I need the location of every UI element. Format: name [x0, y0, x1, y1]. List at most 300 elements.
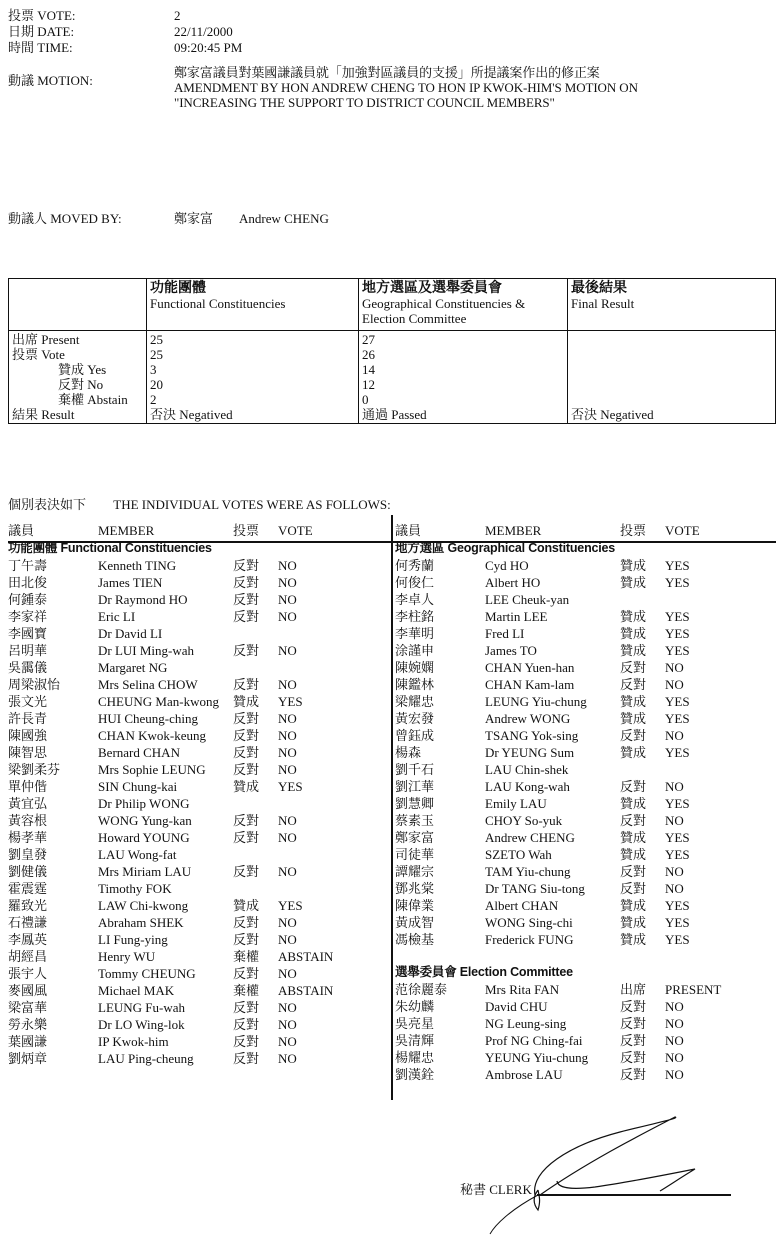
- vote-cn: 反對: [620, 1050, 647, 1065]
- functional-member-row: [8, 914, 391, 931]
- member-name-en: LEE Cheuk-yan: [485, 592, 570, 607]
- member-name-cn: 陳婉嫻: [395, 660, 435, 675]
- election-member-row: [395, 1015, 775, 1032]
- geographical-member-row: [395, 795, 775, 812]
- vote-cn: 贊成: [620, 796, 647, 811]
- member-name-en: LAU Chin-shek: [485, 762, 569, 777]
- member-name-en: TAM Yiu-chung: [485, 864, 571, 879]
- vote-cn: [233, 880, 278, 897]
- vote-cn: 反對: [233, 762, 260, 777]
- geographical-yes: 14: [362, 362, 375, 377]
- geographical-member-row: [395, 914, 775, 931]
- member-name-cn: 陳鑑林: [395, 677, 435, 692]
- member-name-en: James TIEN: [98, 575, 163, 590]
- vote-en: NO: [665, 864, 684, 879]
- member-name-cn: 吳靄儀: [8, 660, 48, 675]
- member-name-en: Ambrose LAU: [485, 1067, 563, 1082]
- member-name-en: Timothy FOK: [98, 881, 172, 896]
- summary-body-row: [9, 331, 776, 424]
- member-name-cn: 田北俊: [8, 575, 48, 590]
- functional-member-row: [8, 795, 391, 812]
- vote-cn: 反對: [233, 728, 260, 743]
- geographical-present: 27: [362, 332, 375, 347]
- header-vote-cn: 投票: [233, 523, 260, 538]
- geographical-member-row: [395, 608, 775, 625]
- individual-votes-intro: [8, 497, 391, 512]
- member-name-cn: 石禮謙: [8, 915, 48, 930]
- election-member-row: [395, 1066, 775, 1083]
- functional-member-row: [8, 557, 391, 574]
- label-yes: 贊成 Yes: [58, 362, 107, 377]
- vote-en: NO: [278, 830, 297, 845]
- vote-cn: 反對: [233, 609, 260, 624]
- label-result: 結果 Result: [12, 407, 75, 422]
- label-no: 反對 No: [58, 377, 104, 392]
- member-name-en: Andrew CHENG: [485, 830, 575, 845]
- member-name-cn: 陳偉業: [395, 898, 435, 913]
- functional-member-row: [8, 829, 391, 846]
- functional-member-row: [8, 999, 391, 1016]
- column-headers: [8, 520, 391, 540]
- vote-cn: 反對: [233, 1051, 260, 1066]
- functional-votes-column: [8, 520, 391, 1067]
- member-name-en: CHAN Kam-lam: [485, 677, 575, 692]
- vote-cn: 反對: [233, 575, 260, 590]
- mover-name-en: Andrew CHENG: [239, 211, 329, 226]
- member-name-en: Henry WU: [98, 949, 156, 964]
- vote-cn: 贊成: [620, 558, 647, 573]
- member-name-en: IP Kwok-him: [98, 1034, 169, 1049]
- vote-cn: 贊成: [233, 898, 260, 913]
- geographical-abstain: 0: [362, 392, 369, 407]
- member-name-en: Michael MAK: [98, 983, 175, 998]
- member-name-en: TSANG Yok-sing: [485, 728, 579, 743]
- member-name-cn: 范徐麗泰: [395, 982, 448, 997]
- member-name-cn: 吳清輝: [395, 1033, 435, 1048]
- vote-en: YES: [665, 932, 690, 947]
- election-member-row: [395, 1049, 775, 1066]
- vote-label: 投票 VOTE:: [8, 8, 76, 23]
- vote-en: NO: [278, 1051, 297, 1066]
- vote-en: YES: [278, 898, 303, 913]
- geographical-member-row: [395, 778, 775, 795]
- vote-en: NO: [278, 592, 297, 607]
- vote-cn: [620, 761, 665, 778]
- member-name-cn: 何俊仁: [395, 575, 435, 590]
- member-name-en: Prof NG Ching-fai: [485, 1033, 583, 1048]
- functional-member-row: [8, 812, 391, 829]
- label-vote: 投票 Vote: [12, 347, 65, 362]
- vote-cn: 反對: [620, 728, 647, 743]
- vote-en: YES: [665, 898, 690, 913]
- member-name-cn: 單仲偕: [8, 779, 48, 794]
- vote-en: NO: [665, 813, 684, 828]
- vote-cn: 反對: [233, 1034, 260, 1049]
- election-member-row: [395, 998, 775, 1015]
- motion-line-cn: 鄭家富議員對葉國謙議員就「加強對區議員的支援」所提議案作出的修正案: [174, 65, 600, 80]
- functional-member-row: [8, 778, 391, 795]
- vote-cn: 反對: [233, 558, 260, 573]
- geographical-header-cn: 地方選區及選舉委員會: [362, 281, 502, 296]
- member-name-cn: 張宇人: [8, 966, 48, 981]
- vote-cn: 反對: [620, 779, 647, 794]
- header-member-en: MEMBER: [485, 523, 542, 538]
- vote-cn: 贊成: [620, 575, 647, 590]
- member-name-en: Mrs Miriam LAU: [98, 864, 192, 879]
- geographical-member-row: [395, 693, 775, 710]
- summary-header-functional: [147, 279, 359, 331]
- vote-en: YES: [665, 796, 690, 811]
- functional-present: 25: [150, 332, 163, 347]
- vote-en: YES: [665, 558, 690, 573]
- vote-cn: 反對: [233, 1017, 260, 1032]
- vote-en: NO: [665, 677, 684, 692]
- intro-en: THE INDIVIDUAL VOTES WERE AS FOLLOWS:: [113, 497, 391, 512]
- member-name-cn: 鄭家富: [395, 830, 435, 845]
- intro-cn: 個別表決如下: [8, 497, 87, 512]
- member-name-cn: 司徒華: [395, 847, 435, 862]
- geographical-header-en: Geographical Constituencies &: [362, 296, 526, 311]
- vote-cn: 贊成: [233, 694, 260, 709]
- functional-member-row: [8, 863, 391, 880]
- vote-en: NO: [665, 779, 684, 794]
- summary-functional-values: [147, 331, 359, 424]
- vote-cn: 反對: [233, 932, 260, 947]
- vote-en: YES: [665, 575, 690, 590]
- functional-no: 20: [150, 377, 163, 392]
- geographical-member-row: [395, 591, 775, 608]
- geographical-member-row: [395, 812, 775, 829]
- vote-cn: 贊成: [620, 847, 647, 862]
- geographical-member-row: [395, 931, 775, 948]
- vote-en: YES: [665, 626, 690, 641]
- vote-en: NO: [278, 864, 297, 879]
- functional-member-row: [8, 965, 391, 982]
- vote-en: NO: [278, 966, 297, 981]
- vote-cn: [233, 846, 278, 863]
- member-name-cn: 霍震霆: [8, 881, 48, 896]
- final-result: 否決 Negatived: [571, 407, 654, 422]
- functional-member-row: [8, 659, 391, 676]
- functional-member-list: [8, 557, 391, 1067]
- vote-en: NO: [665, 1050, 684, 1065]
- header-member-cn: 議員: [8, 523, 35, 538]
- header-vote-en: VOTE: [278, 523, 313, 538]
- date-label: 日期 DATE:: [8, 24, 75, 39]
- vote-cn: 反對: [233, 813, 260, 828]
- moved-by-label: 動議人 MOVED BY:: [8, 211, 122, 226]
- member-name-cn: 楊森: [395, 745, 422, 760]
- column-headers: [395, 520, 775, 540]
- member-name-cn: 蔡素玉: [395, 813, 435, 828]
- vote-en: PRESENT: [665, 982, 722, 997]
- geographical-member-row: [395, 642, 775, 659]
- functional-member-row: [8, 1050, 391, 1067]
- column-divider: [391, 515, 393, 1100]
- vote-en: [665, 761, 745, 778]
- vote-cn: 反對: [620, 677, 647, 692]
- vote-en: YES: [278, 694, 303, 709]
- vote-en: [278, 625, 358, 642]
- summary-header-blank: [9, 279, 147, 331]
- member-name-en: Dr YEUNG Sum: [485, 745, 575, 760]
- geographical-member-row: [395, 710, 775, 727]
- vote-cn: 反對: [233, 643, 260, 658]
- member-name-cn: 麥國風: [8, 983, 48, 998]
- geographical-header-en2: Election Committee: [362, 311, 467, 326]
- member-name-cn: 楊孝華: [8, 830, 48, 845]
- member-name-en: Bernard CHAN: [98, 745, 180, 760]
- member-name-cn: 李國寶: [8, 626, 48, 641]
- member-name-en: WONG Sing-chi: [485, 915, 573, 930]
- member-name-en: Martin LEE: [485, 609, 548, 624]
- vote-cn: 反對: [233, 745, 260, 760]
- member-name-en: Mrs Sophie LEUNG: [98, 762, 206, 777]
- geographical-vote: 26: [362, 347, 375, 362]
- member-name-en: Dr Raymond HO: [98, 592, 188, 607]
- vote-en: YES: [665, 694, 690, 709]
- member-name-en: LAU Kong-wah: [485, 779, 570, 794]
- geographical-member-row: [395, 659, 775, 676]
- member-name-en: SIN Chung-kai: [98, 779, 178, 794]
- vote-en: YES: [665, 915, 690, 930]
- functional-member-row: [8, 608, 391, 625]
- functional-result: 否決 Negatived: [150, 407, 233, 422]
- functional-member-row: [8, 880, 391, 897]
- header-member-cn: 議員: [395, 523, 422, 538]
- vote-cn: 反對: [620, 1016, 647, 1031]
- member-name-en: Fred LI: [485, 626, 525, 641]
- member-name-cn: 劉慧卿: [395, 796, 435, 811]
- member-name-cn: 李卓人: [395, 592, 435, 607]
- vote-cn: [233, 659, 278, 676]
- vote-cn: 反對: [233, 592, 260, 607]
- vote-en: YES: [665, 830, 690, 845]
- election-member-list: [395, 981, 775, 1083]
- vote-en: NO: [278, 1017, 297, 1032]
- member-name-cn: 鄧兆棠: [395, 881, 435, 896]
- member-name-en: Emily LAU: [485, 796, 547, 811]
- vote-en: NO: [278, 575, 297, 590]
- geographical-no: 12: [362, 377, 375, 392]
- vote-cn: 反對: [620, 999, 647, 1014]
- functional-member-row: [8, 897, 391, 914]
- summary-header-geographical: [359, 279, 568, 331]
- functional-member-row: [8, 744, 391, 761]
- member-name-en: WONG Yung-kan: [98, 813, 192, 828]
- member-name-cn: 何鍾泰: [8, 592, 48, 607]
- vote-en: [278, 795, 358, 812]
- member-name-en: LI Fung-ying: [98, 932, 168, 947]
- vote-cn: 反對: [620, 813, 647, 828]
- functional-member-row: [8, 625, 391, 642]
- vote-cn: 贊成: [620, 643, 647, 658]
- member-name-en: Eric LI: [98, 609, 136, 624]
- vote-en: NO: [278, 728, 297, 743]
- member-name-cn: 許長青: [8, 711, 48, 726]
- member-name-en: LEUNG Yiu-chung: [485, 694, 587, 709]
- functional-member-row: [8, 676, 391, 693]
- vote-cn: 反對: [620, 881, 647, 896]
- functional-header-en: Functional Constituencies: [150, 296, 286, 311]
- vote-en: [665, 591, 745, 608]
- functional-member-row: [8, 693, 391, 710]
- member-name-en: Abraham SHEK: [98, 915, 184, 930]
- time-label: 時間 TIME:: [8, 40, 73, 55]
- member-name-cn: 梁耀忠: [395, 694, 435, 709]
- member-name-en: LEUNG Fu-wah: [98, 1000, 186, 1015]
- geographical-member-row: [395, 897, 775, 914]
- mover-name-cn: 鄭家富: [174, 211, 214, 226]
- functional-member-row: [8, 982, 391, 999]
- member-name-en: Howard YOUNG: [98, 830, 190, 845]
- summary-geographical-values: [359, 331, 568, 424]
- vote-en: NO: [278, 813, 297, 828]
- functional-member-row: [8, 948, 391, 965]
- vote-cn: 反對: [620, 864, 647, 879]
- vote-en: YES: [665, 745, 690, 760]
- vote-summary-table: [8, 278, 776, 424]
- member-name-en: CHAN Kwok-keung: [98, 728, 206, 743]
- member-name-en: Kenneth TING: [98, 558, 177, 573]
- vote-en: NO: [278, 609, 297, 624]
- motion-text: [174, 65, 774, 110]
- vote-cn: 贊成: [620, 626, 647, 641]
- member-name-cn: 黃宏發: [395, 711, 435, 726]
- vote-cn: 贊成: [233, 779, 260, 794]
- member-name-cn: 丁午壽: [8, 558, 48, 573]
- geographical-member-row: [395, 676, 775, 693]
- vote-en: YES: [278, 779, 303, 794]
- member-name-en: HUI Cheung-ching: [98, 711, 199, 726]
- member-name-cn: 陳智思: [8, 745, 48, 760]
- vote-en: ABSTAIN: [278, 983, 334, 998]
- member-name-cn: 劉炳章: [8, 1051, 48, 1066]
- vote-cn: 反對: [233, 677, 260, 692]
- summary-row-labels: [9, 331, 147, 424]
- member-name-cn: 劉健儀: [8, 864, 48, 879]
- functional-header-cn: 功能團體: [150, 281, 206, 296]
- member-name-en: CHAN Yuen-han: [485, 660, 575, 675]
- vote-en: NO: [278, 677, 297, 692]
- functional-member-row: [8, 846, 391, 863]
- member-name-cn: 黃成智: [395, 915, 435, 930]
- vote-en: NO: [278, 762, 297, 777]
- vote-en: YES: [665, 711, 690, 726]
- vote-cn: 反對: [233, 1000, 260, 1015]
- functional-abstain: 2: [150, 392, 157, 407]
- functional-member-row: [8, 727, 391, 744]
- vote-en: NO: [278, 932, 297, 947]
- member-name-en: CHEUNG Man-kwong: [98, 694, 219, 709]
- functional-vote: 25: [150, 347, 163, 362]
- member-name-cn: 李柱銘: [395, 609, 435, 624]
- vote-number: 2: [174, 8, 181, 23]
- label-present: 出席 Present: [12, 332, 80, 347]
- vote-en: NO: [665, 1016, 684, 1031]
- election-member-row: [395, 981, 775, 998]
- vote-cn: 出席: [620, 982, 647, 997]
- vote-en: NO: [665, 728, 684, 743]
- vote-cn: 贊成: [620, 915, 647, 930]
- geographical-member-row: [395, 574, 775, 591]
- geographical-member-row: [395, 863, 775, 880]
- member-name-cn: 吳亮星: [395, 1016, 435, 1031]
- member-name-cn: 楊耀忠: [395, 1050, 435, 1065]
- member-name-en: LAW Chi-kwong: [98, 898, 189, 913]
- vote-cn: 反對: [233, 915, 260, 930]
- member-name-cn: 陳國強: [8, 728, 48, 743]
- member-name-en: Dr TANG Siu-tong: [485, 881, 585, 896]
- vote-en: NO: [278, 643, 297, 658]
- clerk-signature: [420, 1100, 780, 1245]
- member-name-cn: 李華明: [395, 626, 435, 641]
- member-name-cn: 劉千石: [395, 762, 435, 777]
- member-name-cn: 李鳳英: [8, 932, 48, 947]
- header-vote-cn: 投票: [620, 523, 647, 538]
- vote-cn: 反對: [620, 1067, 647, 1082]
- member-name-cn: 譚耀宗: [395, 864, 435, 879]
- functional-member-row: [8, 761, 391, 778]
- header-member-en: MEMBER: [98, 523, 155, 538]
- member-name-en: Dr LO Wing-lok: [98, 1017, 185, 1032]
- vote-en: NO: [278, 915, 297, 930]
- vote-en: YES: [665, 847, 690, 862]
- member-name-en: Dr David LI: [98, 626, 163, 641]
- geographical-member-row: [395, 625, 775, 642]
- member-name-cn: 勞永樂: [8, 1017, 48, 1032]
- vote-cn: 反對: [620, 1033, 647, 1048]
- vote-cn: 贊成: [620, 609, 647, 624]
- vote-cn: 反對: [233, 830, 260, 845]
- functional-member-row: [8, 591, 391, 608]
- vote-cn: 贊成: [620, 711, 647, 726]
- geographical-group-title: 地方選區 Geographical Constituencies: [395, 541, 616, 555]
- member-name-cn: 李家祥: [8, 609, 48, 624]
- vote-cn: 贊成: [620, 830, 647, 845]
- election-member-row: [395, 1032, 775, 1049]
- vote-cn: 反對: [233, 864, 260, 879]
- member-name-en: James TO: [485, 643, 537, 658]
- vote-en: YES: [665, 609, 690, 624]
- member-name-en: LAU Wong-fat: [98, 847, 177, 862]
- member-name-cn: 梁劉柔芬: [8, 762, 61, 777]
- vote-en: NO: [665, 1067, 684, 1082]
- header-vote-en: VOTE: [665, 523, 700, 538]
- member-name-cn: 黃宜弘: [8, 796, 48, 811]
- final-header-en: Final Result: [571, 296, 635, 311]
- summary-final-values: [568, 331, 776, 424]
- member-name-en: Dr LUI Ming-wah: [98, 643, 195, 658]
- geographical-member-row: [395, 846, 775, 863]
- member-name-en: Albert CHAN: [485, 898, 559, 913]
- member-name-en: Mrs Selina CHOW: [98, 677, 198, 692]
- vote-en: NO: [278, 745, 297, 760]
- time-value: 09:20:45 PM: [174, 40, 243, 55]
- motion-line-en-1: AMENDMENT BY HON ANDREW CHENG TO HON IP KWOK-HIM'S MOTION ON: [174, 80, 638, 95]
- vote-cn: 反對: [233, 711, 260, 726]
- vote-cn: 棄權: [233, 983, 260, 998]
- member-name-en: YEUNG Yiu-chung: [485, 1050, 589, 1065]
- functional-member-row: [8, 931, 391, 948]
- member-name-en: LAU Ping-cheung: [98, 1051, 194, 1066]
- geographical-votes-column: [395, 520, 775, 1083]
- geographical-member-row: [395, 761, 775, 778]
- member-name-cn: 劉漢銓: [395, 1067, 435, 1082]
- member-name-cn: 胡經昌: [8, 949, 48, 964]
- functional-member-row: [8, 1033, 391, 1050]
- member-name-en: SZETO Wah: [485, 847, 552, 862]
